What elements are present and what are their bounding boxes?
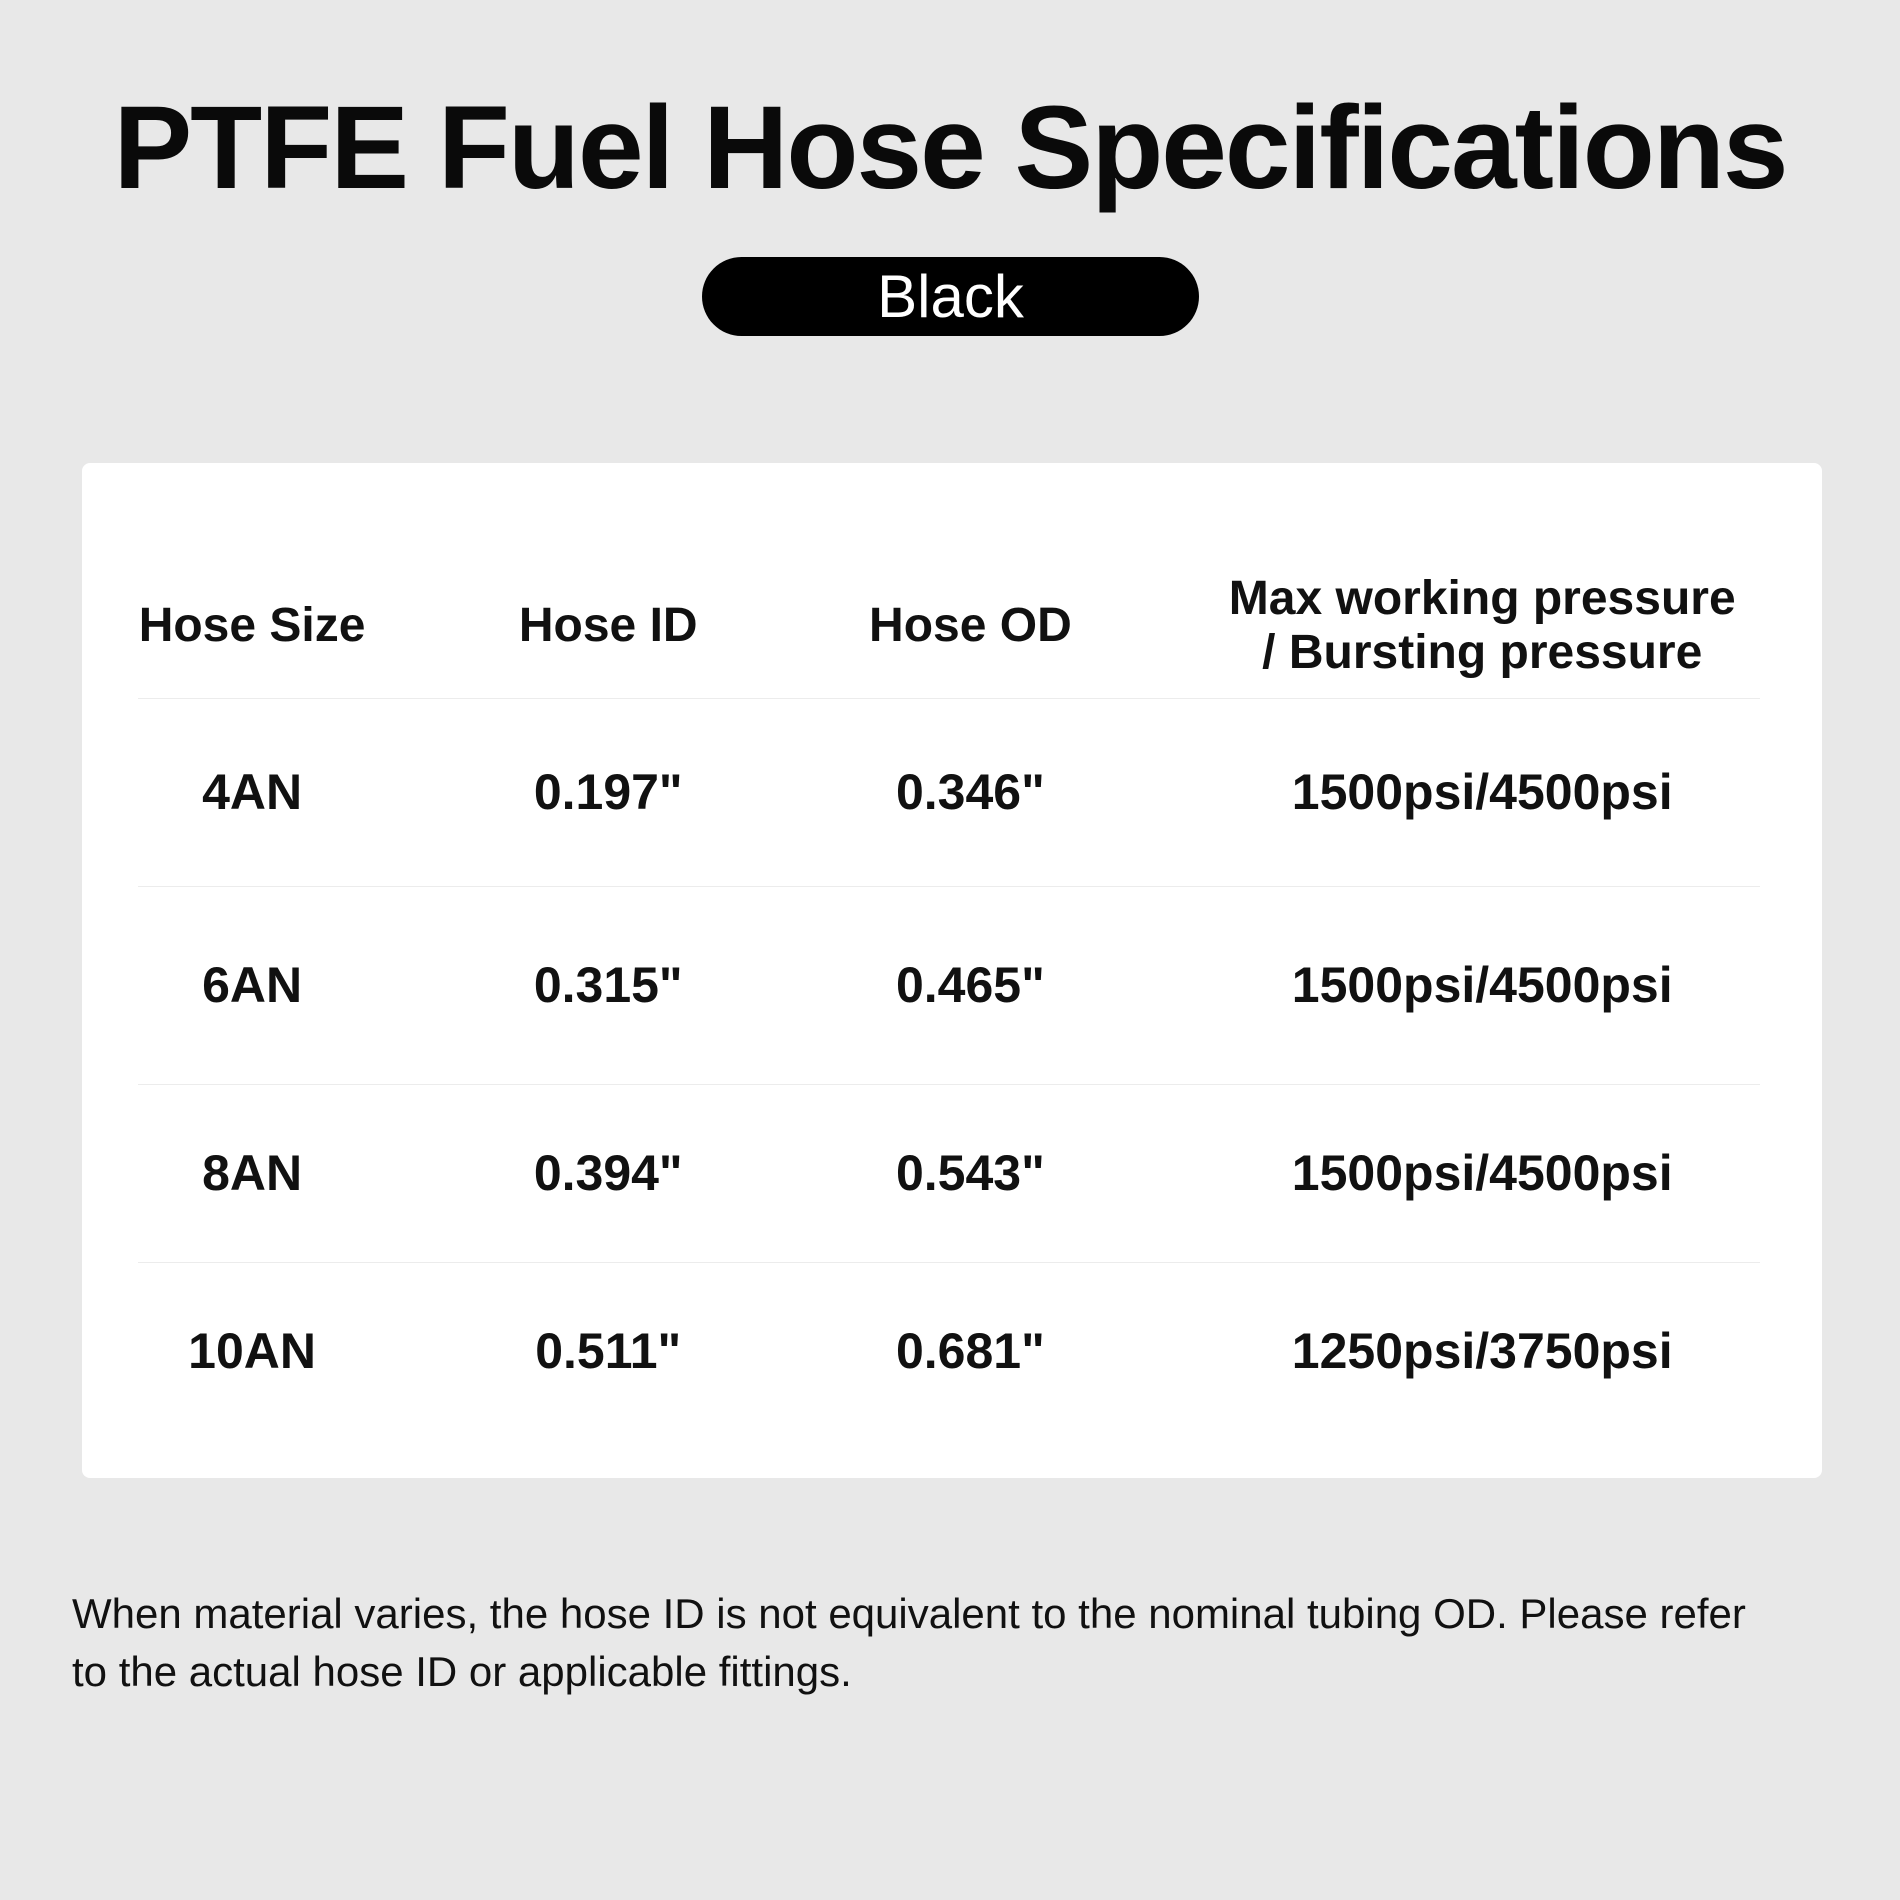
cell-hose-od: 0.346" — [895, 764, 1045, 820]
footnote: When material varies, the hose ID is not equivalent to the nominal tubing OD. Please refer to the actual hose ID or applicable fittings. — [72, 1590, 1746, 1695]
cell-hose-size: 8AN — [202, 1145, 303, 1201]
cell-hose-id: 0.197" — [533, 764, 683, 820]
spec-table — [82, 463, 1822, 1478]
cell-hose-id: 0.394" — [533, 1145, 683, 1201]
cell-hose-size: 4AN — [202, 764, 303, 820]
cell-pressure: 1500psi/4500psi — [1291, 764, 1673, 820]
header-hose-od: Hose OD — [869, 598, 1072, 652]
cell-pressure: 1500psi/4500psi — [1291, 1145, 1673, 1201]
header-hose-id: Hose ID — [518, 598, 698, 652]
header-pressure — [1204, 572, 1760, 680]
cell-hose-size: 6AN — [202, 957, 303, 1013]
header-pressure-line1: Max working pressure — [1228, 571, 1736, 625]
header-hose-size: Hose Size — [138, 598, 366, 652]
table-row — [138, 1084, 1760, 1263]
cell-hose-id: 0.315" — [533, 957, 683, 1013]
cell-pressure: 1250psi/3750psi — [1291, 1323, 1673, 1379]
color-badge: Black — [702, 257, 1199, 336]
header-pressure-line2: / Bursting pressure — [1262, 625, 1703, 679]
cell-hose-od: 0.543" — [895, 1145, 1045, 1201]
page-title: PTFE Fuel Hose Specifications — [113, 82, 1787, 214]
table-row — [138, 698, 1760, 887]
cell-hose-od: 0.681" — [895, 1323, 1045, 1379]
table-header-row — [138, 553, 1760, 699]
cell-pressure: 1500psi/4500psi — [1291, 957, 1673, 1013]
table-row — [138, 886, 1760, 1085]
cell-hose-size: 10AN — [188, 1323, 316, 1379]
cell-hose-id: 0.511" — [535, 1323, 682, 1379]
cell-hose-od: 0.465" — [895, 957, 1045, 1013]
table-row — [138, 1262, 1760, 1440]
